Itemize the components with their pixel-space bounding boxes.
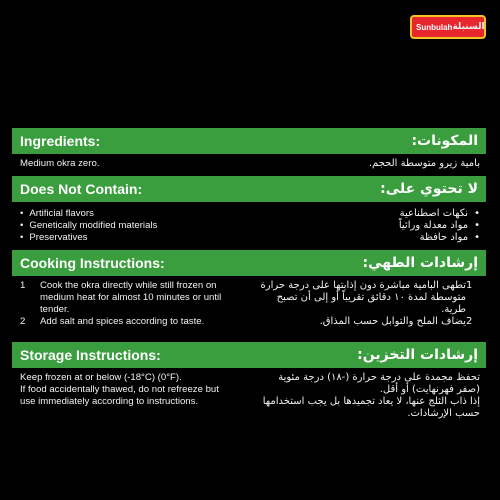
storage-heading-en: Storage Instructions: [20, 347, 161, 363]
brand-name-en: Sunbulah [416, 22, 453, 32]
cooking-step [20, 280, 245, 316]
cooking-steps-ar [258, 280, 480, 328]
cooking-header-bar [12, 250, 486, 276]
ingredients-text-en: Medium okra zero. [20, 158, 100, 169]
step-text: يضاف الملح والتوابل حسب المذاق. [319, 316, 466, 327]
cooking-heading-en: Cooking Instructions: [20, 255, 165, 271]
ingredients-header-bar [12, 128, 486, 154]
ingredients-text-ar: بامية زيرو متوسطة الحجم. [368, 158, 480, 169]
step-number: 1 [466, 280, 473, 291]
cooking-steps-en [20, 280, 245, 328]
does-not-contain-heading-en: Does Not Contain: [20, 181, 143, 197]
cooking-heading-ar: إرشادات الطهي: [362, 255, 478, 271]
list-item: • مواد معدلة وراثياً [270, 220, 480, 232]
step-text: Add salt and spices according to taste. [40, 316, 205, 327]
list-item: • مواد حافظة [270, 232, 480, 244]
brand-logo [410, 15, 486, 39]
ingredients-heading-ar: المكونات: [411, 133, 478, 149]
does-not-contain-header-bar [12, 176, 486, 202]
does-not-contain-list-ar [270, 208, 480, 244]
storage-text-en [20, 372, 220, 408]
list-item: • نكهات اصطناعية [270, 208, 480, 220]
does-not-contain-heading-ar: لا تحتوي على: [380, 181, 478, 197]
storage-line-en: If food accidentally thawed, do not refreeze but use immediately according to instructions. [20, 384, 219, 407]
list-item: • Genetically modified materials [20, 220, 250, 232]
cooking-step [20, 316, 245, 328]
step-number: 2 [466, 316, 473, 327]
cooking-step [258, 316, 480, 328]
list-item: • Artificial flavors [20, 208, 250, 220]
storage-line-ar: تحفظ مجمدة على درجة حرارة (-١٨) درجة مئوية (صفر فهرنهايت) أو أقل. [278, 372, 480, 395]
cooking-step [258, 280, 480, 316]
storage-text-ar [262, 372, 480, 420]
storage-line-en: Keep frozen at or below (-18°C) (0°F). [20, 372, 182, 383]
does-not-contain-list-en [20, 208, 250, 244]
brand-name-ar: السنبلة [452, 22, 485, 32]
step-number: 1 [20, 280, 26, 291]
storage-heading-ar: إرشادات التخزين: [357, 347, 478, 363]
list-item: • Preservatives [20, 232, 250, 244]
step-text: تطهى البامية مباشرة دون إذابتها على درجة حرارة متوسطة لمدة ١٠ دقائق تقريباً أو إلى أن تصبح طرية. [260, 280, 466, 315]
step-text: Cook the okra directly while still frozen on medium heat for almost 10 minutes or until tender. [40, 280, 222, 315]
step-number: 2 [20, 316, 26, 327]
ingredients-heading-en: Ingredients: [20, 133, 101, 149]
storage-line-ar: إذا ذاب الثلج عنها، لا يعاد تجميدها بل يجب استخدامها حسب الإرشادات. [262, 396, 480, 419]
storage-header-bar [12, 342, 486, 368]
